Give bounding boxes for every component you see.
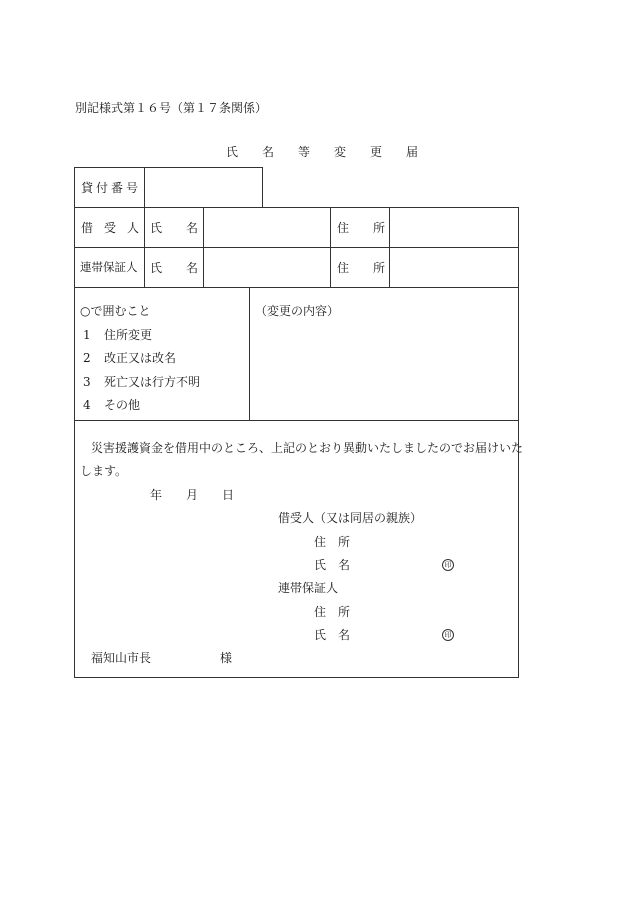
- option-other[interactable]: その他: [104, 398, 141, 412]
- guarantor-address-label: 住 所: [337, 261, 386, 275]
- option-death-missing[interactable]: 死亡又は行方不明: [104, 375, 201, 389]
- loan-number-label: 貸付番号: [81, 181, 142, 195]
- form-number: 別記様式第１６号（第１７条関係）: [75, 101, 268, 115]
- borrower-signature-heading: 借受人（又は同居の親族）: [278, 511, 423, 525]
- guarantor-signature-name-label: 氏 名: [314, 628, 351, 642]
- borrower-signature-address-label: 住 所: [314, 535, 351, 549]
- seal-mark: 印: [442, 559, 454, 571]
- statement-line-1: 災害援護資金を借用中のところ、上記のとおり異動いたしましたのでお届けいた: [91, 441, 524, 455]
- seal-mark: 印: [442, 629, 454, 641]
- option-number: 4: [83, 398, 91, 412]
- option-name-change[interactable]: 改正又は改名: [104, 351, 177, 365]
- borrower-address-label: 住 所: [337, 221, 386, 235]
- guarantor-signature-heading: 連帯保証人: [278, 581, 339, 595]
- date-line[interactable]: 年 月 日: [150, 488, 235, 502]
- option-number: 1: [83, 328, 91, 342]
- addressee: 福知山市長: [91, 651, 152, 665]
- addressee-honorific: 様: [220, 651, 233, 665]
- borrower-name-label: 氏 名: [150, 221, 199, 235]
- form-title: 氏 名 等 変 更 届: [226, 145, 419, 159]
- borrower-signature-name-label: 氏 名: [314, 558, 351, 572]
- guarantor-label: 連帯保証人: [80, 260, 138, 274]
- option-number: 3: [83, 375, 91, 389]
- option-number: 2: [83, 351, 91, 365]
- guarantor-signature-address-label: 住 所: [314, 605, 351, 619]
- guarantor-name-label: 氏 名: [150, 261, 199, 275]
- option-address-change[interactable]: 住所変更: [104, 328, 153, 342]
- statement-line-2: します。: [80, 464, 128, 478]
- options-instruction: ○で囲むこと: [80, 304, 151, 318]
- borrower-label: 借受人: [81, 221, 151, 235]
- change-content-label: （変更の内容）: [255, 304, 340, 318]
